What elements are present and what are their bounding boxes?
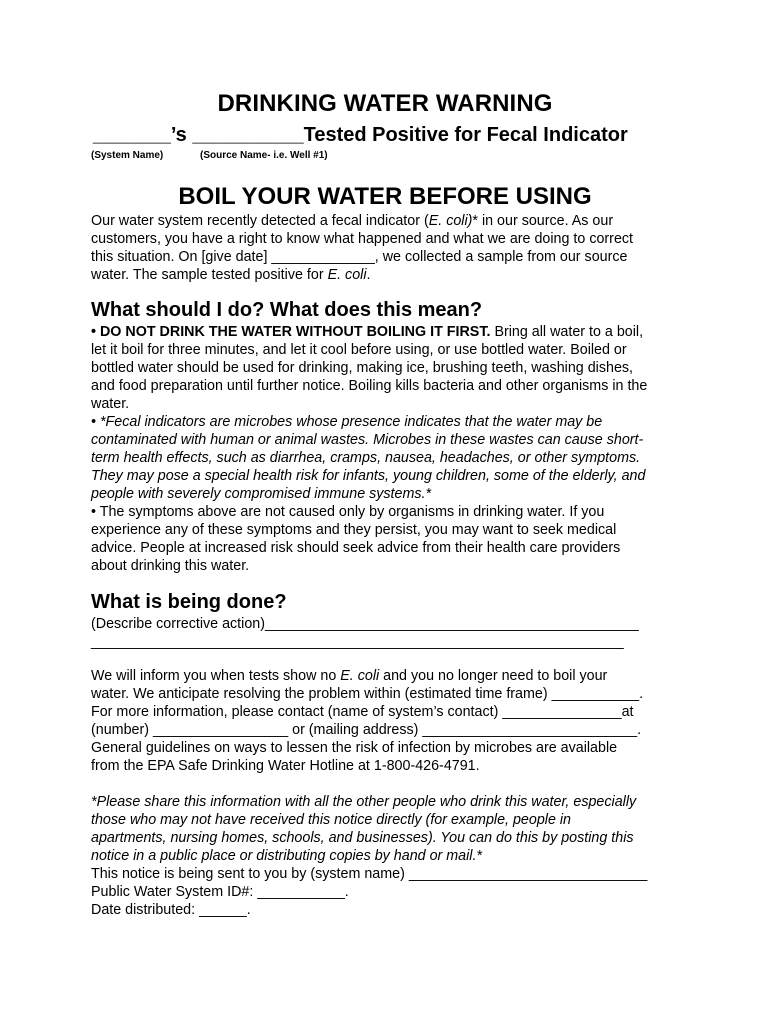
- bullet-line: experience any of these symptoms and they persist, you may want to seek medical: [91, 522, 617, 538]
- bullet-line: • *Fecal indicators are microbes whose presence indicates that the water may be: [91, 414, 603, 430]
- bullet-line: and food preparation until further notice. Boiling kills bacteria and other organisms in the: [91, 378, 648, 394]
- source-name-caption: (Source Name- i.e. Well #1): [200, 150, 328, 161]
- bullet-line: about drinking this water.: [91, 558, 250, 574]
- intro-paragraph: [91, 212, 691, 284]
- share-line: those who may not have received this notice directly (for example, people in: [91, 812, 571, 828]
- share-paragraph: [91, 793, 691, 919]
- share-line: notice in a public place or distributing copies by hand or mail.*: [91, 848, 483, 864]
- bullet-line: term health effects, such as diarrhea, cramps, nausea, headaches, or other symptoms.: [91, 450, 641, 466]
- bullet-line: • DO NOT DRINK THE WATER WITHOUT BOILING IT FIRST. Bring all water to a boil,: [91, 324, 644, 340]
- sent-by-line: This notice is being sent to you by (system name) ______________________________: [91, 866, 648, 882]
- bullet-line: They may pose a special health risk for infants, young children, some of the elderly, and: [91, 468, 646, 484]
- intro-line: customers, you have a right to know what happened and what we are doing to correct: [91, 231, 634, 247]
- section-heading-what-to-do: What should I do? What does this mean?: [91, 299, 483, 321]
- share-line: apartments, nursing homes, schools, and businesses). You can do this by posting this: [91, 830, 634, 846]
- bullet-line: water.: [91, 396, 130, 412]
- inform-line: (number) _________________ or (mailing address) ___________________________.: [91, 722, 642, 738]
- section-heading-being-done: What is being done?: [91, 591, 287, 613]
- bullet-line: advice. People at increased risk should seek advice from their health care providers: [91, 540, 621, 556]
- date-distributed-line: Date distributed: ______.: [91, 902, 251, 918]
- inform-line: General guidelines on ways to lessen the risk of infection by microbes are available: [91, 740, 618, 756]
- inform-line: We will inform you when tests show no E. coli and you no longer need to boil your: [91, 668, 608, 684]
- intro-line: water. The sample tested positive for E. coli.: [91, 267, 371, 283]
- share-line: *Please share this information with all the other people who drink this water, especially: [91, 794, 637, 810]
- inform-line: water. We anticipate resolving the problem within (estimated time frame) ___________.: [91, 686, 644, 702]
- inform-paragraph: [91, 667, 691, 775]
- inform-line: For more information, please contact (name of system’s contact) _______________at: [91, 704, 634, 720]
- bullet-line: • The symptoms above are not caused only by organisms in drinking water. If you: [91, 504, 605, 520]
- boil-heading: BOIL YOUR WATER BEFORE USING: [178, 183, 592, 210]
- page-title: DRINKING WATER WARNING: [217, 90, 553, 117]
- system-name-caption: (System Name): [91, 150, 164, 161]
- bullet-line: bottled water should be used for drinking, making ice, brushing teeth, washing dishes,: [91, 360, 634, 376]
- corrective-action-line: ___________________________________________________________________: [91, 634, 624, 650]
- bullet-line: contaminated with human or animal wastes. Microbes in these wastes can cause short-: [91, 432, 644, 448]
- corrective-action-line: (Describe corrective action)_______________________________________________: [91, 616, 639, 632]
- corrective-action-lines: [91, 615, 691, 651]
- page-subtitle: _______’s __________Tested Positive for Fecal Indicator: [93, 124, 628, 146]
- intro-line: Our water system recently detected a fecal indicator (E. coli)* in our source. As our: [91, 213, 614, 229]
- inform-line: from the EPA Safe Drinking Water Hotline at 1-800-426-4791.: [91, 758, 480, 774]
- bullet-line: let it boil for three minutes, and let it cool before using, or use bottled water. Boiled or: [91, 342, 627, 358]
- what-to-do-paragraphs: [91, 323, 691, 575]
- system-id-line: Public Water System ID#: ___________.: [91, 884, 349, 900]
- bullet-line: people with severely compromised immune systems.*: [91, 486, 432, 502]
- intro-line: this situation. On [give date] _____________, we collected a sample from our source: [91, 249, 628, 265]
